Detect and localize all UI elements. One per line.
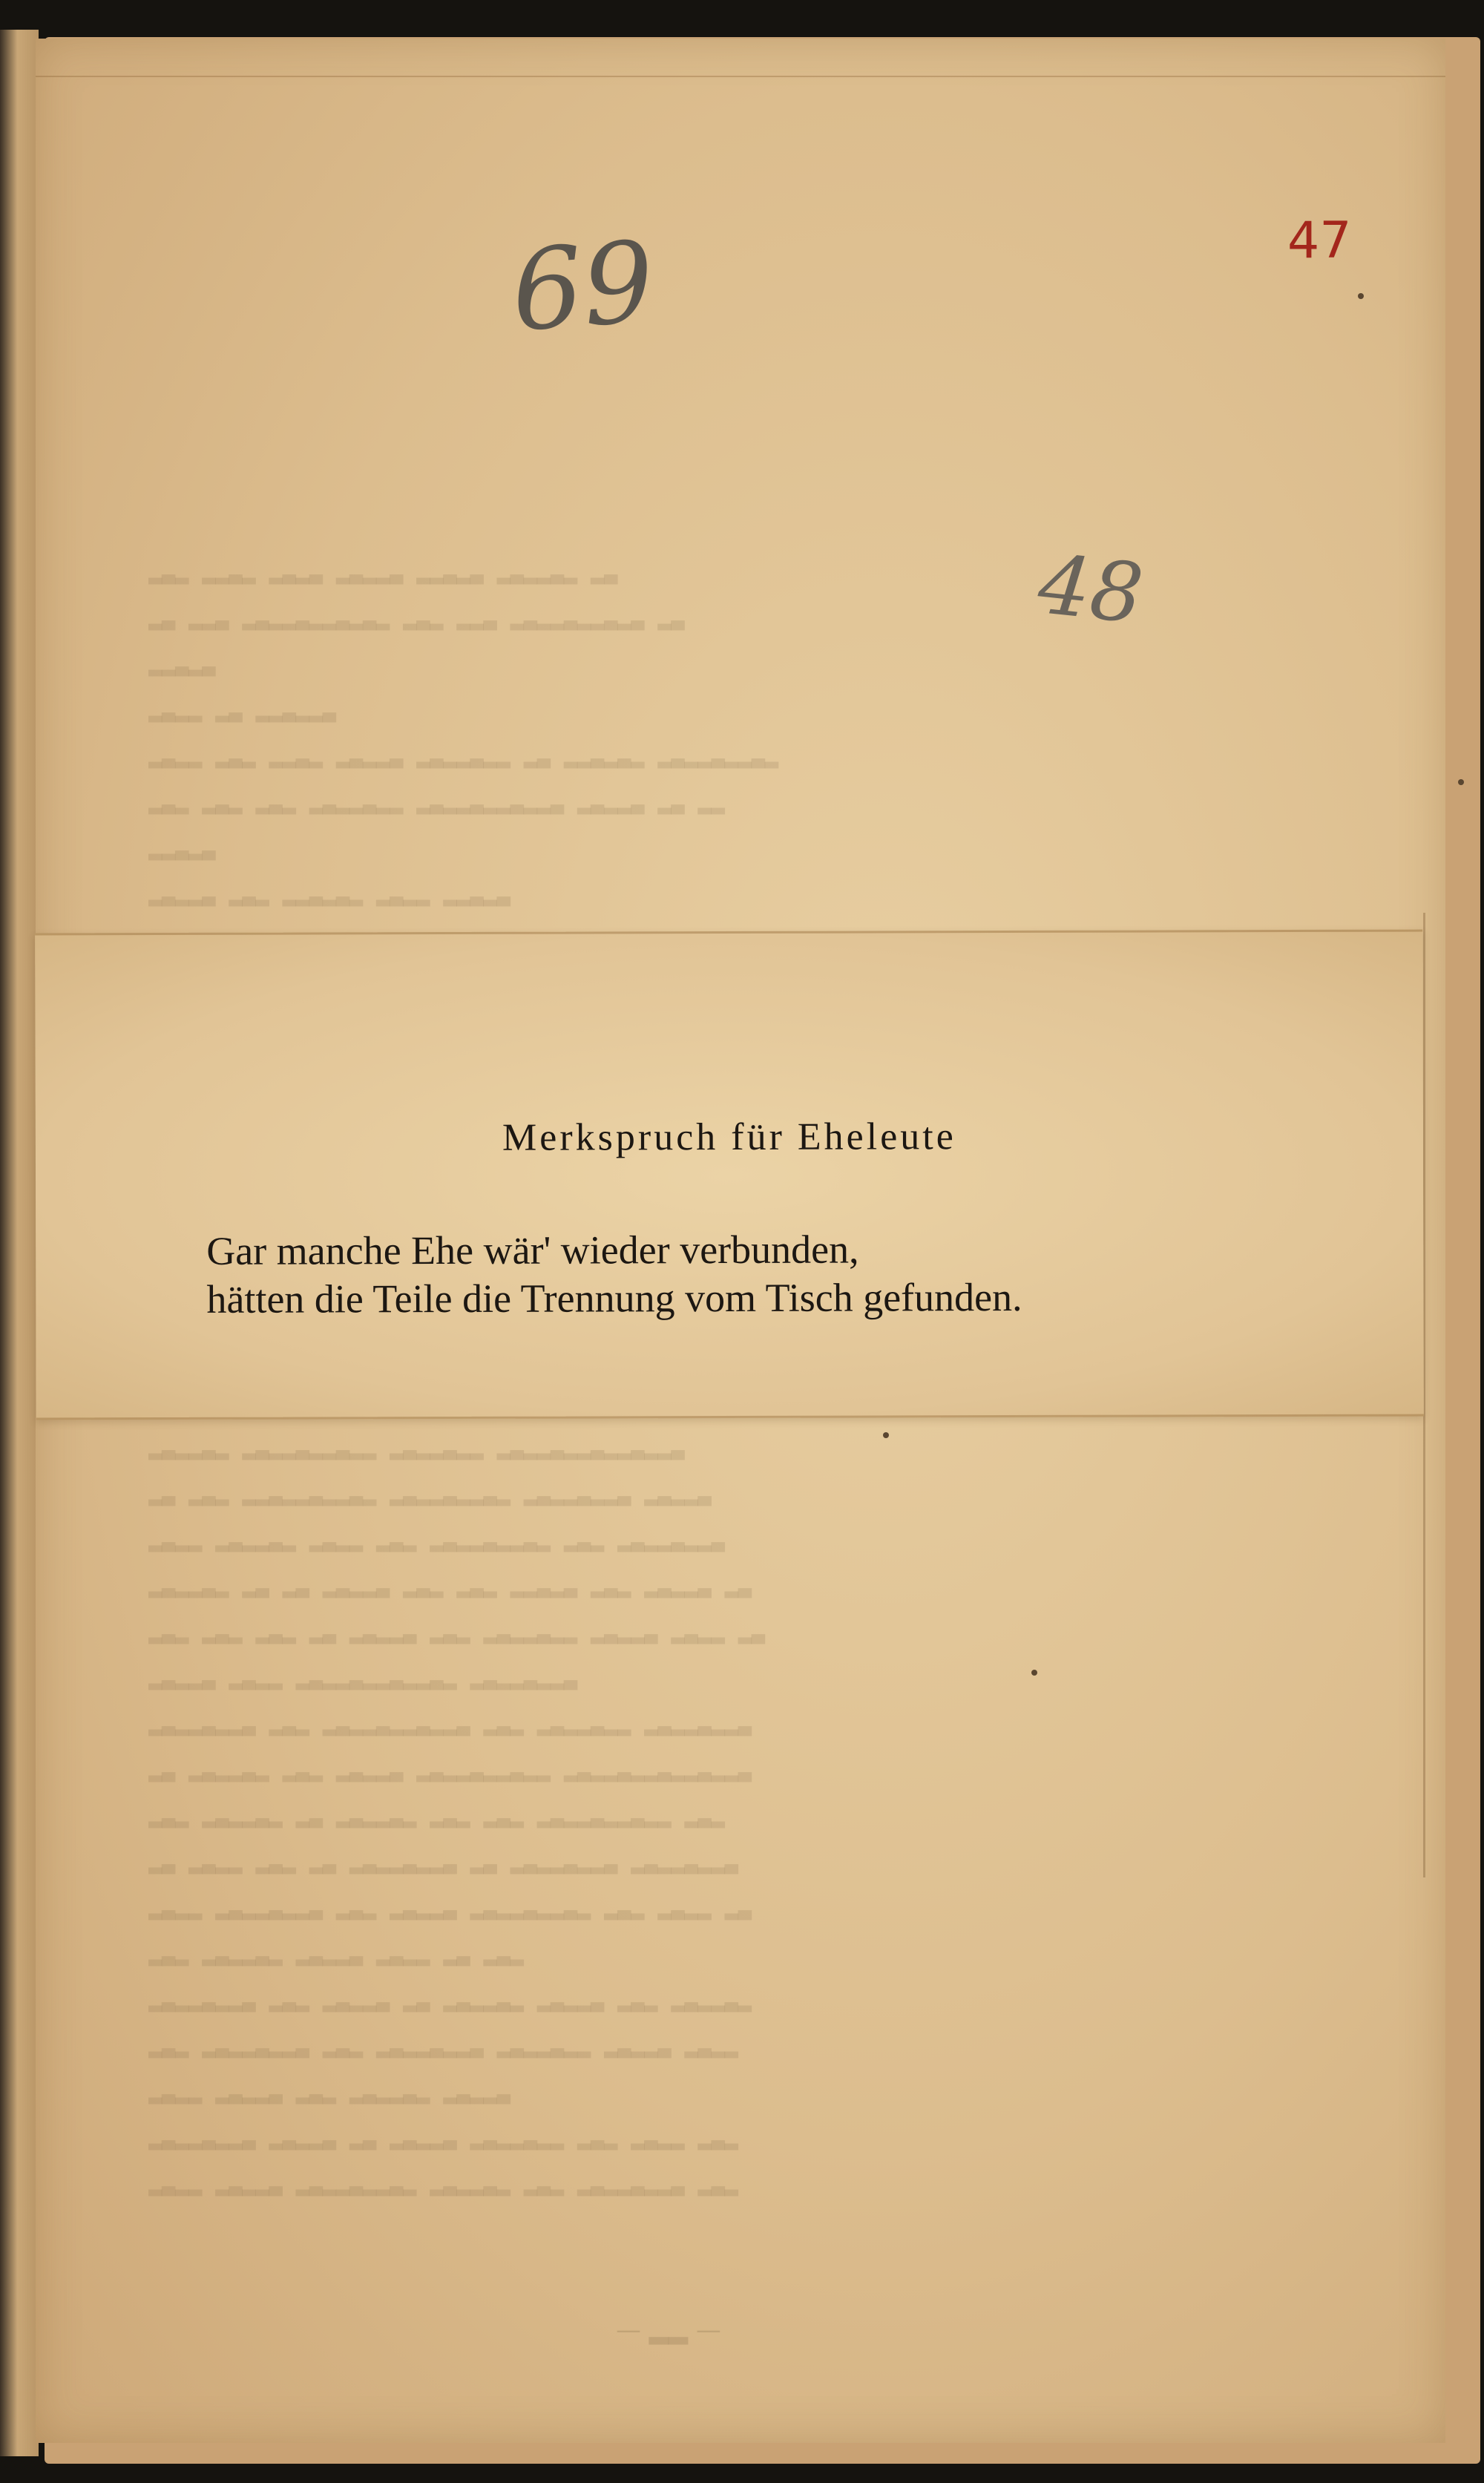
paper-speck: [1358, 293, 1364, 299]
pencil-annotation-large: 69: [508, 217, 658, 357]
verse-line-1: Gar manche Ehe wär' wieder verbunden,: [206, 1227, 859, 1273]
slip-title: Merkspruch für Eheleute: [502, 1115, 956, 1159]
book-binding-edge: [0, 30, 39, 2456]
bleed-through-text-top: ▂▃▂ ▂▂▃▂ ▂▃▂▃ ▂▃▂▂▃ ▂▂▃▂▃ ▂▃▂▂▃▂ ▂▃ ▂▃ ▂▂▃ ▂▃▂▂▃▂▂▃▂▃▂ ▂▃▂ ▂▂▃ ▂▃▂▂▃▂▂▃▂▃ ▂▃ ▂▂▃▂▃ ▂▃▂▂ ▂▃ ▂▂▃▂▂▃ ▂▃▂▂ ▂▃▂ ▂▂▃▂ ▂▃▂▂▃ ▂▃▂▂▃▂▂ ▂▃ ▂▂▃▂▃▂ ▂▃▂▂▃▂▂▃▂ ▂▃▂ ▂▃▂ ▂▃▂ ▂▃▂▂▃▂▂ ▂▃▂▂▃▂▂▃▂▂▃ ▂▃▂▂▃ ▂▃ ▂▂ ▂▂▃▂▃ ▂▃▂▂▃ ▂▃▂ ▂▂▃▂▃▂ ▂▃▂▂ ▂▂▃▂▃: [148, 559, 778, 907]
bleed-page-number: — ▂▂ —: [616, 2315, 721, 2345]
paper-speck: [883, 1432, 889, 1438]
top-fold-line: [36, 39, 1445, 77]
verse-line-2: hätten die Teile die Trennung vom Tisch gefunden.: [206, 1274, 1022, 1322]
slip-right-edge: [1423, 913, 1448, 1877]
red-page-number: 47: [1287, 211, 1352, 270]
pencil-annotation-small: 48: [1034, 537, 1148, 642]
paper-speck: [1031, 1670, 1037, 1676]
bleed-through-text-bottom: ▂▃▂▂▃▂ ▂▃▂▂▃▂▂▃▂▂ ▂▃▂▂▃▂▂ ▂▃▂▂▃▂▂▃▂▂▃▂▂▃ ▂▃ ▂▃▂ ▂▂▃▂▂▃▂▂▃▂ ▂▃▂▂▃▂▂▃▂ ▂▃▂▂▃▂▂▃ ▂▃▂▂▃ ▂▃▂▂ ▂▃▂▂▃▂ ▂▃▂▂ ▂▃▂ ▂▃▂▂▃▂▂▃▂ ▂▃▂ ▂▃▂▂▃▂▂▃ ▂▃▂▂▃▂ ▂▃ ▂▃ ▂▃▂▂▃ ▂▃▂ ▂▃▂ ▂▂▃▂▃ ▂▃▂ ▂▃▂▂▃ ▂▃ ▂▃▂ ▂▃▂ ▂▃▂ ▂▃ ▂▃▂▂▃ ▂▃▂ ▂▃▂▂▃▂▂ ▂▃▂▂▃ ▂▃▂▂ ▂▃ ▂▃▂▂▃ ▂▃▂▂ ▂▃▂▂▃▂▂▃▂▂▃▂ ▂▃▂▂▃▂▂▃ ▂▃▂▂▃▂▂▃ ▂▃▂ ▂▃▂▂▃▂▂▃▂▂▃ ▂▃▂ ▂▃▂▂▃▂▂ ▂▃▂▂▃▂▂▃ ▂▃ ▂▃▂▂▃▂ ▂▃▂ ▂▃▂▂▃ ▂▃▂▂▃▂▂▃▂▂ ▂▃▂▂▃▂▂▃▂▂▃▂▂▃ ▂▃▂ ▂▃▂▂▃▂ ▂▃ ▂▃▂▂▃▂ ▂▃▂ ▂▃▂ ▂▃▂▂▃▂▂▃▂▂ ▂▃▂ ▂▃ ▂▃▂▂ ▂▃▂ ▂▃ ▂▃▂▂▃▂▂▃ ▂▃ ▂▃▂▂▃▂▂▃ ▂▃▂▂▃▂▂▃ ▂▃▂▂ ▂▃▂▂▃▂▂▃ ▂▃▂ ▂▃▂▂▃ ▂▃▂▂▃▂▂▃▂ ▂▃▂ ▂▃▂▂ ▂▃ ▂▃▂ ▂▃▂▂▃▂ ▂▃▂▂▃ ▂▃▂▂ ▂▃ ▂▃▂ ▂▃▂▂▃▂▂▃ ▂▃▂ ▂▃▂▂▃ ▂▃ ▂▃▂▂▃▂ ▂▃▂▂▃ ▂▃▂ ▂▃▂▂▃▂ ▂▃▂ ▂▃▂▂▃▂▂▃ ▂▃▂ ▂▃▂▂▃▂▂▃ ▂▃▂▂▃▂▂ ▂▃▂▂▃ ▂▃▂▂ ▂▃▂▂ ▂▃▂▂▃ ▂▃▂ ▂▃▂▂▃▂ ▂▃▂▂▃ ▂▃▂▂▃▂▂▃ ▂▃▂▂▃ ▂▃ ▂▃▂▂▃ ▂▃▂▂▃▂▂ ▂▃▂ ▂▃▂▂ ▂▃▂ ▂▃▂▂ ▂▃▂▂▃ ▂▃▂▂▃▂▂▃▂ ▂▃▂▂▃▂ ▂▃▂ ▂▃▂▂▃▂▂▃ ▂▃▂: [148, 1434, 765, 2197]
pasted-slip: [35, 930, 1424, 1420]
paper-speck: [1458, 779, 1464, 785]
